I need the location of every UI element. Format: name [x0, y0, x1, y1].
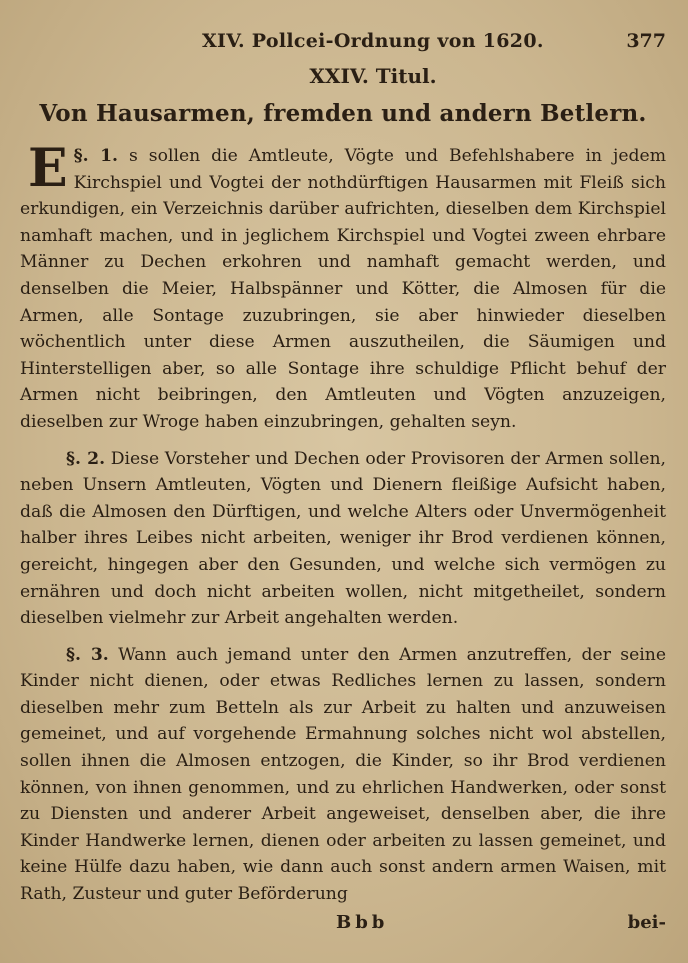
page-footer	[20, 912, 666, 940]
section-mark: §. 1.	[73, 146, 119, 166]
title-number: XXIV. Titul.	[309, 64, 437, 88]
running-header	[20, 30, 666, 58]
section-mark: §. 3.	[66, 644, 109, 665]
running-title: XIV. Pollcei-Ordnung von 1620.	[202, 30, 544, 52]
drop-initial: E	[28, 138, 68, 199]
signature-mark: Bbb	[336, 912, 389, 933]
paragraph-1	[20, 138, 667, 436]
section-mark: §. 2.	[66, 448, 106, 469]
paragraph-2	[20, 446, 666, 632]
paragraph-text: s sollen die Amtleute, Vögte und Befehlshabere in jedem Kirchspiel und Vogtei der nothdürftigen Hausarmen mit Fleiß sich erkundigen, ein Verzeichnis darüber aufrichten, dieselben dem Kirchspiel namhaft machen, und in jeglichem Kirchspiel und Vogtei zween ehrbare Männer zu Dechen erkohren und namhaft gemacht werden, und denselben die Meier, Halbspänner und Kötter, die Almosen für die Armen, alle Sontage zuzubringen, sie aber hinwieder dieselben wöchentlich unter diese Armen auszutheilen, die Säumigen und Hinterstelligen aber, so alle Sontage ihre schuldige Pflicht behuf der Armen nicht beibringen, den Amtleuten und Vögten anzuzeigen, dieselben zur Wroge haben einzubringen, gehalten seyn.	[20, 146, 667, 432]
paragraph-text: Wann auch jemand unter den Armen anzutreffen, der seine Kinder nicht dienen, oder etwas Redliches lernen zu lassen, sondern dieselben mehr zum Betteln als zur Arbeit zu halten und anzuweisen gemeinet, und auf vorgehende Ermahnung solches nicht wol abstellen, sollen ihnen die Almosen entzogen, die Kinder, so ihr Brod verdienen können, von ihnen genommen, und zu ehrlichen Handwerken, oder sonst zu Diensten und anderer Arbeit angeweiset, denselben aber, die ihre Kinder Handwerke lernen, dienen oder arbeiten zu lassen gemeinet, und keine Hülfe dazu haben, wie dann auch sonst andern armen Waisen, mit Rath, Zusteur und guter Beförderung	[20, 644, 666, 905]
paragraph-3	[20, 642, 666, 908]
page-number: 377	[626, 30, 666, 52]
paragraph-text: Diese Vorsteher und Dechen oder Provisoren der Armen sollen, neben Unsern Amtleuten, Vögten und Dienern fleißige Aufsicht haben, daß die Almosen den Dürftigen, und welche Alters oder Unvermögenheit halber ihres Leibes nicht arbeiten, weniger ihr Brod verdienen können, gereicht, hingegen aber den Gesunden, und welche sich vermögen zu ernähren und doch nicht arbeiten wollen, nicht mitgetheilet, sondern dieselben vielmehr zur Arbeit angehalten werden.	[20, 448, 666, 629]
chapter-title: Von Hausarmen, fremden und andern Betlern.	[39, 100, 647, 127]
body-text	[20, 138, 667, 908]
catchword: bei-	[627, 912, 666, 933]
